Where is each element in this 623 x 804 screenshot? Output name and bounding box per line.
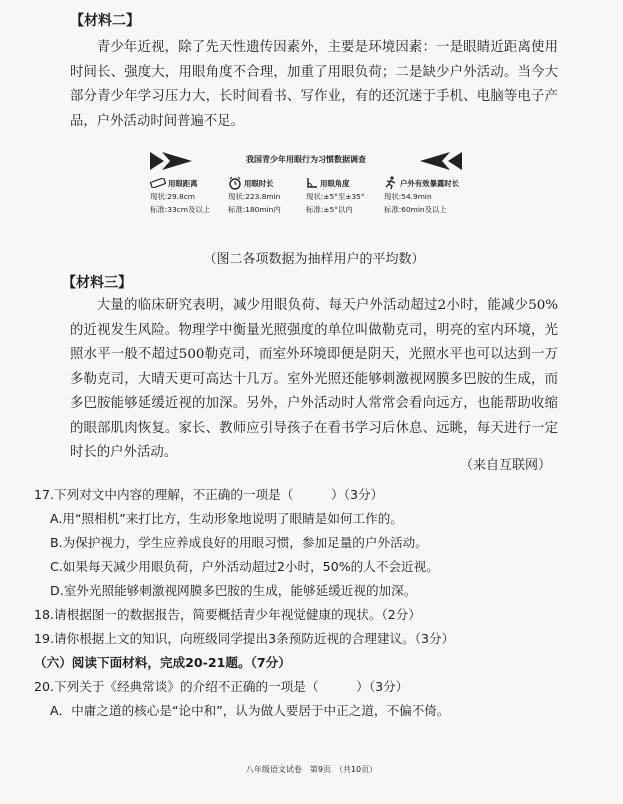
angle-standard: 标准:±5°以内 xyxy=(306,204,353,214)
material3-paragraph: 大量的临床研究表明，减少用眼负荷、每天户外活动超过2小时，能减少50%的近视发生风险。物理学中衡量光照强度的单位叫做勒克司，明亮的室内环境，光照水平一般不超过500勒克司，而室外环境即便是阴天，光照水平也可以达到一万多勒克司，大晴天更可高达十几万。室外光照还能够刺激视网膜多巴胺的生成，而多巴胺能够延缓近视的加深。另外，户外活动时人常常会看向远方，也能帮助收缩的眼部肌肉恢复。家长、教师应引导孩子在看书学习后休息、远眺，每天进行一定时长的户外活动。 xyxy=(70,298,558,460)
section-6-heading: （六）阅读下面材料，完成20-21题。（7分） xyxy=(34,655,291,670)
question-20: 20.下列关于《经典常谈》的介绍不正确的一项是（ ）（3分） xyxy=(34,679,409,694)
angle-icon xyxy=(306,177,318,189)
material3-source: （来自互联网） xyxy=(459,458,551,473)
question-19: 19.请你根据上文的知识，向班级同学提出3条预防近视的合理建议。（3分） xyxy=(34,631,455,646)
question-17-option-a: A.用“照相机”来打比方，生动形象地说明了眼睛是如何工作的。 xyxy=(50,511,403,526)
page-footer: 八年级语文试卷 第9页 （共10页） xyxy=(245,765,378,774)
alarm-clock-icon xyxy=(228,176,242,190)
question-17-option-b: B.为保护视力，学生应养成良好的用眼习惯，参加足量的户外活动。 xyxy=(50,535,428,550)
outdoor-current: 现状:54.9min xyxy=(384,192,432,201)
question-17-option-c: C.如果每天减少用眼负荷，户外活动超过2小时，50%的人不会近视。 xyxy=(50,559,439,574)
material2-paragraph: 青少年近视，除了先天性遗传因素外，主要是环境因素：一是眼睛近距离使用时间长、强度大，用眼角度不合理，加重了用眼负荷；二是缺少户外活动。当今大部分青少年学习压力大，长时间看书、写作业，有的还沉迷于手机、电脑等电子产品，户外活动时间普遍不足。 xyxy=(70,40,558,129)
question-17-option-d: D.室外光照能够刺激视网膜多巴胺的生成，能够延缓近视的加深。 xyxy=(50,583,417,598)
question-18: 18.请根据图一的数据报告，简要概括青少年视觉健康的现状。（2分） xyxy=(34,607,421,622)
material2-heading: 【材料二】 xyxy=(70,13,140,29)
distance-current: 现状:29.8cm xyxy=(150,191,195,201)
banner-title: 我国青少年用眼行为习惯数据调查 xyxy=(246,155,366,164)
survey-banner xyxy=(150,150,462,240)
material3-heading: 【材料三】 xyxy=(62,275,132,291)
duration-standard: 标准:180min内 xyxy=(228,205,281,214)
outdoor-standard: 标准:60min及以上 xyxy=(384,205,447,214)
duration-current: 现状:223.8min xyxy=(228,192,281,201)
runner-icon xyxy=(384,176,398,190)
ruler-icon xyxy=(150,178,166,188)
distance-standard: 标准:33cm及以上 xyxy=(150,204,211,214)
banner-item-distance: 用眼距离 现状:29.8cm 标准:33cm及以上 xyxy=(150,176,228,216)
banner-item-angle: 用眼角度 现状:±5°至±35° 标准:±5°以内 xyxy=(306,176,384,216)
angle-current: 现状:±5°至±35° xyxy=(306,191,365,201)
banner-item-duration: 用眼时长 现状:223.8min 标准:180min内 xyxy=(228,176,306,216)
banner-item-outdoor: 户外有效暴露时长 现状:54.9min 标准:60min及以上 xyxy=(384,176,462,216)
question-17: 17.下列对文中内容的理解，不正确的一项是（ ）（3分） xyxy=(34,487,384,502)
right-arrow-icon xyxy=(420,152,462,170)
figure-caption: （图二各项数据为抽样用户的平均数） xyxy=(203,252,425,267)
question-20-option-a: A．中庸之道的核心是“论中和”，认为做人要居于中正之道，不偏不倚。 xyxy=(50,703,450,718)
